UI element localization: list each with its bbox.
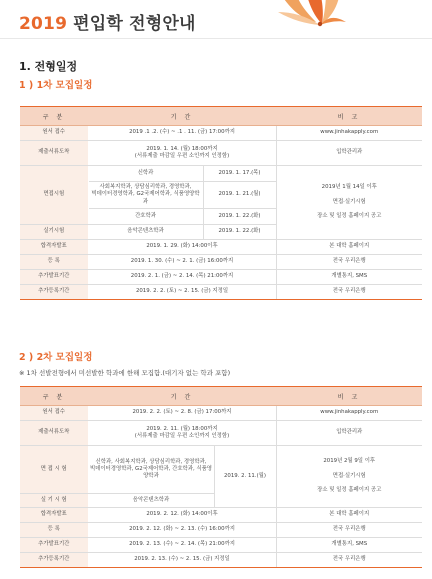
round2-schedule-table (20, 386, 422, 568)
department (88, 182, 203, 209)
round1-title: 1 ) 1차 모집일정 (19, 80, 93, 91)
table-row (20, 406, 422, 421)
col-header-period: 기 간 (88, 387, 276, 406)
row-period: 2019. 1. 29. (화) 14:00이후 (88, 240, 276, 255)
row-category: 원서 접수 (20, 406, 88, 421)
department: 음악콘텐츠학과 (88, 494, 214, 508)
period-line: (서류제출 마감일 우편 소인까지 인정함) (134, 433, 230, 439)
row-category: 등 록 (20, 523, 88, 538)
col-header-category: 구 분 (20, 107, 88, 126)
note-line: 장소 및 일정 홈페이지 공고 (317, 487, 382, 494)
flower-decoration (276, 0, 346, 28)
title-year: 2019 (19, 14, 68, 34)
row-period: 2019. 2. 12. (화) ~ 2. 13. (수) 16:00까지 (88, 523, 276, 538)
row-note: www.jinhakapply.com (276, 126, 422, 141)
note-line: 2019년 2월 9일 이후 (323, 458, 376, 465)
row-note: 본 대학 홈페이지 (276, 240, 422, 255)
row-category: 제출서류도착 (20, 421, 88, 446)
col-header-note: 비 고 (276, 387, 422, 406)
row-period: 2019. 2. 2. (토) ~ 2. 8. (금) 17:00까지 (88, 406, 276, 421)
row-period: 2019. 2. 13. (수) ~ 2. 15. (금) 지정일 (88, 553, 276, 568)
row-category: 추가등록기간 (20, 553, 88, 568)
note-line: 2019년 1월 14일 이후 (321, 184, 377, 191)
period-line: (서류제출 마감일 우편 소인까지 인정함) (134, 153, 230, 159)
header-divider (0, 38, 432, 39)
row-note (276, 166, 422, 240)
row-period: 2019. 2. 2. (토) ~ 2. 15. (금) 지정일 (88, 285, 276, 300)
row-note: 전국 우리은행 (276, 285, 422, 300)
row-category: 면접시험 (20, 166, 88, 225)
table-row (20, 421, 422, 446)
round2-note: ※ 1차 선발전형에서 미선발한 학과에 한해 모집함.(대기자 없는 학과 포함) (19, 369, 231, 377)
dept-line: 빅데이터경영학과, G2국제어학과, 식품영양학과 (91, 191, 200, 205)
row-note: 전국 우리은행 (276, 553, 422, 568)
row-note (276, 446, 422, 508)
row-note: 입학관리과 (276, 141, 422, 166)
row-period (88, 421, 276, 446)
row-note: 개별통지, SMS (276, 270, 422, 285)
exam-date: 2019. 1. 21.(월) (203, 182, 276, 209)
row-note: 본 대학 홈페이지 (276, 508, 422, 523)
col-header-category: 구 분 (20, 387, 88, 406)
table-row (20, 553, 422, 568)
note-line: 면접·실기시험 (332, 472, 366, 479)
note-line: 장소 및 일정 홈페이지 공고 (317, 213, 382, 220)
dept-line: 신학과, 사회복지학과, 상담심리학과, 경영학과, (95, 458, 207, 465)
table-row (20, 126, 422, 141)
department: 간호학과 (88, 209, 203, 225)
period-line: 2019. 2. 11. (월) 18:00까지 (146, 425, 218, 432)
row-note: 개별통지, SMS (276, 538, 422, 553)
row-category: 원서 접수 (20, 126, 88, 141)
section-title: 1. 전형일정 (19, 60, 78, 73)
department: 신학과 (88, 166, 203, 182)
title-text: 편입학 전형안내 (73, 14, 196, 34)
table-row (20, 523, 422, 538)
row-category: 실기시험 (20, 225, 88, 240)
row-category: 추가발표기간 (20, 270, 88, 285)
exam-date: 2019. 2. 11.(월) (214, 446, 276, 508)
table-row (20, 270, 422, 285)
dept-line: 사회복지학과, 상담심리학과, 경영학과, (99, 184, 192, 191)
table-row (20, 255, 422, 270)
row-category: 추가등록기간 (20, 285, 88, 300)
row-period: 2019. 2. 12. (화) 14:00이후 (88, 508, 276, 523)
exam-date: 2019. 1. 22.(화) (203, 225, 276, 240)
round2-title: 2 ) 2차 모집일정 (19, 352, 93, 363)
table-row (20, 285, 422, 300)
row-category: 실 기 시 험 (20, 494, 88, 508)
table-row (20, 240, 422, 255)
row-period: 2019. 2. 1. (금) ~ 2. 14. (목) 21:00까지 (88, 270, 276, 285)
row-note: www.jinhakapply.com (276, 406, 422, 421)
table-row (20, 166, 422, 182)
table-row (20, 508, 422, 523)
row-category: 합격자발표 (20, 508, 88, 523)
row-category: 추가발표기간 (20, 538, 88, 553)
row-period: 2019. 2. 13. (수) ~ 2. 14. (목) 21:00까지 (88, 538, 276, 553)
dept-line: 빅데이터경영학과, G2국제어학과, 간호학과, 식품영양학과 (89, 465, 213, 480)
table-row (20, 538, 422, 553)
department (88, 446, 214, 494)
col-header-note: 비 고 (276, 107, 422, 126)
row-note: 전국 우리은행 (276, 255, 422, 270)
table-row (20, 141, 422, 166)
round1-schedule-table (20, 106, 422, 300)
row-category: 제출서류도착 (20, 141, 88, 166)
row-category: 면 접 시 험 (20, 446, 88, 494)
department: 음악콘텐츠학과 (88, 225, 203, 240)
row-period (88, 141, 276, 166)
row-period: 2019 .1 .2. (수) ~ .1 . 11. (금) 17:00까지 (88, 126, 276, 141)
exam-date: 2019. 1. 22.(화) (203, 209, 276, 225)
row-period: 2019. 1. 30. (수) ~ 2. 1. (금) 16:00까지 (88, 255, 276, 270)
row-note: 입학관리과 (276, 421, 422, 446)
page-title (19, 9, 196, 34)
period-line: 2019. 1. 14. (월) 18:00까지 (146, 145, 218, 152)
col-header-period: 기 간 (88, 107, 276, 126)
row-category: 합격자발표 (20, 240, 88, 255)
table-row (20, 446, 422, 494)
row-note: 전국 우리은행 (276, 523, 422, 538)
exam-date: 2019. 1. 17.(목) (203, 166, 276, 182)
note-line: 면접·실기시험 (332, 198, 366, 205)
row-category: 등 록 (20, 255, 88, 270)
